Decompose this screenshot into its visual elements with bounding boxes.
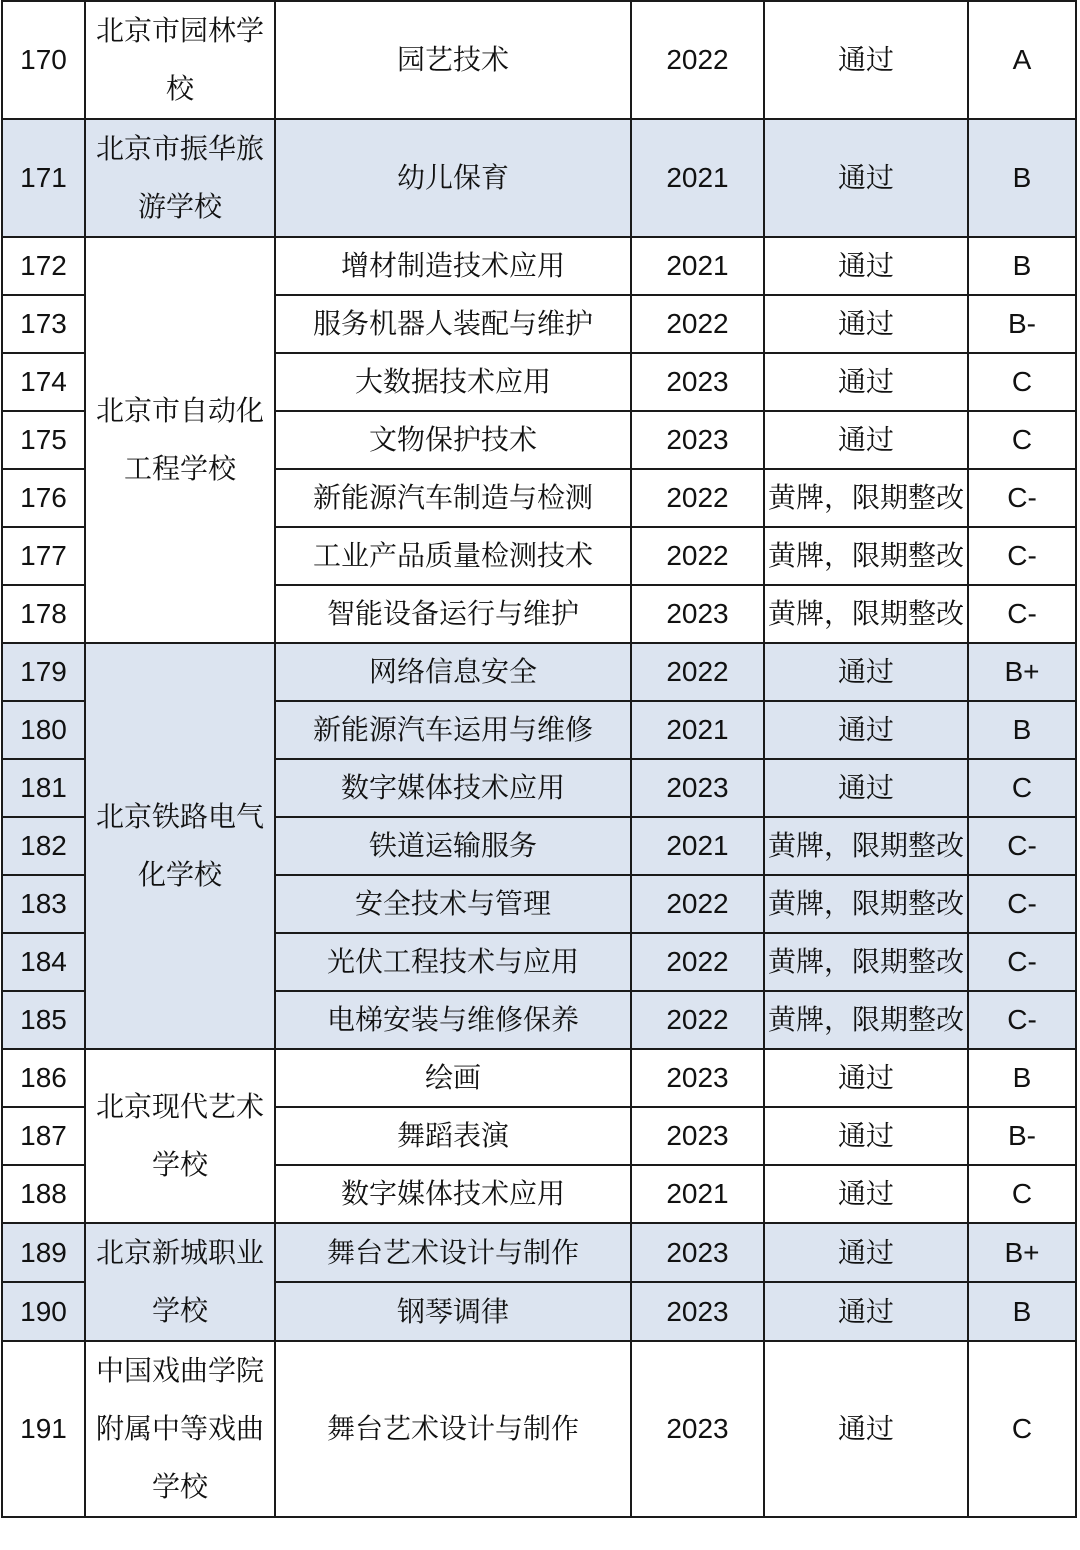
grade: B-: [968, 295, 1076, 353]
table-row: [2, 1341, 1076, 1517]
grade: C: [968, 759, 1076, 817]
result: 黄牌，限期整改: [764, 817, 968, 875]
year: 2023: [631, 1223, 764, 1282]
grade: C: [968, 1165, 1076, 1223]
row-number: 188: [2, 1165, 85, 1223]
major-name: 网络信息安全: [275, 643, 631, 701]
result: 通过: [764, 1107, 968, 1165]
school-name: 北京新城职业学校: [85, 1223, 275, 1341]
row-number: 187: [2, 1107, 85, 1165]
grade: C-: [968, 933, 1076, 991]
year: 2022: [631, 875, 764, 933]
grade: B: [968, 1282, 1076, 1341]
result: 黄牌，限期整改: [764, 469, 968, 527]
result: 通过: [764, 295, 968, 353]
row-number: 179: [2, 643, 85, 701]
result: 黄牌，限期整改: [764, 585, 968, 643]
table-row: [2, 643, 1076, 701]
grade: C: [968, 1341, 1076, 1517]
grade: C-: [968, 469, 1076, 527]
year: 2023: [631, 585, 764, 643]
table-row: [2, 1049, 1076, 1107]
result: 通过: [764, 1282, 968, 1341]
major-name: 舞蹈表演: [275, 1107, 631, 1165]
result: 通过: [764, 237, 968, 295]
row-number: 185: [2, 991, 85, 1049]
major-name: 新能源汽车运用与维修: [275, 701, 631, 759]
major-name: 铁道运输服务: [275, 817, 631, 875]
grade: C-: [968, 585, 1076, 643]
grade: B+: [968, 643, 1076, 701]
row-number: 180: [2, 701, 85, 759]
table-row: [2, 1223, 1076, 1282]
school-name: 北京市振华旅游学校: [85, 119, 275, 237]
major-name: 幼儿保育: [275, 119, 631, 237]
school-name: 北京市园林学校: [85, 1, 275, 119]
year: 2022: [631, 1, 764, 119]
result: 通过: [764, 1, 968, 119]
row-number: 173: [2, 295, 85, 353]
table-row: [2, 237, 1076, 295]
grade: B+: [968, 1223, 1076, 1282]
year: 2023: [631, 1049, 764, 1107]
major-name: 舞台艺术设计与制作: [275, 1341, 631, 1517]
school-name: 中国戏曲学院附属中等戏曲学校: [85, 1341, 275, 1517]
major-name: 安全技术与管理: [275, 875, 631, 933]
result: 通过: [764, 1049, 968, 1107]
year: 2023: [631, 411, 764, 469]
year: 2023: [631, 1282, 764, 1341]
year: 2021: [631, 1165, 764, 1223]
school-name: 北京铁路电气化学校: [85, 643, 275, 1049]
major-name: 数字媒体技术应用: [275, 759, 631, 817]
major-name: 新能源汽车制造与检测: [275, 469, 631, 527]
year: 2021: [631, 701, 764, 759]
year: 2021: [631, 119, 764, 237]
year: 2022: [631, 527, 764, 585]
result: 通过: [764, 701, 968, 759]
table-row: [2, 1, 1076, 119]
result: 通过: [764, 1165, 968, 1223]
grade: B: [968, 119, 1076, 237]
row-number: 170: [2, 1, 85, 119]
row-number: 186: [2, 1049, 85, 1107]
row-number: 175: [2, 411, 85, 469]
row-number: 172: [2, 237, 85, 295]
major-name: 园艺技术: [275, 1, 631, 119]
result: 黄牌，限期整改: [764, 875, 968, 933]
grade: A: [968, 1, 1076, 119]
row-number: 174: [2, 353, 85, 411]
major-name: 数字媒体技术应用: [275, 1165, 631, 1223]
result: 通过: [764, 643, 968, 701]
row-number: 177: [2, 527, 85, 585]
year: 2023: [631, 759, 764, 817]
row-number: 183: [2, 875, 85, 933]
grade: C-: [968, 817, 1076, 875]
grade: C-: [968, 527, 1076, 585]
school-name: 北京现代艺术学校: [85, 1049, 275, 1223]
row-number: 171: [2, 119, 85, 237]
major-name: 工业产品质量检测技术: [275, 527, 631, 585]
major-name: 绘画: [275, 1049, 631, 1107]
major-name: 服务机器人装配与维护: [275, 295, 631, 353]
grade: B: [968, 701, 1076, 759]
major-name: 增材制造技术应用: [275, 237, 631, 295]
year: 2022: [631, 295, 764, 353]
row-number: 178: [2, 585, 85, 643]
year: 2023: [631, 353, 764, 411]
result: 黄牌，限期整改: [764, 527, 968, 585]
result: 通过: [764, 1341, 968, 1517]
school-name: 北京市自动化工程学校: [85, 237, 275, 643]
result: 通过: [764, 759, 968, 817]
major-name: 光伏工程技术与应用: [275, 933, 631, 991]
year: 2022: [631, 933, 764, 991]
result: 通过: [764, 353, 968, 411]
major-name: 大数据技术应用: [275, 353, 631, 411]
grade: B: [968, 1049, 1076, 1107]
year: 2021: [631, 237, 764, 295]
row-number: 181: [2, 759, 85, 817]
result: 通过: [764, 1223, 968, 1282]
row-number: 176: [2, 469, 85, 527]
table-row: [2, 119, 1076, 237]
major-name: 智能设备运行与维护: [275, 585, 631, 643]
major-name: 电梯安装与维修保养: [275, 991, 631, 1049]
result: 黄牌，限期整改: [764, 991, 968, 1049]
year: 2023: [631, 1107, 764, 1165]
row-number: 190: [2, 1282, 85, 1341]
grade: B: [968, 237, 1076, 295]
result: 通过: [764, 119, 968, 237]
result: 黄牌，限期整改: [764, 933, 968, 991]
major-name: 钢琴调律: [275, 1282, 631, 1341]
grade: C: [968, 411, 1076, 469]
row-number: 182: [2, 817, 85, 875]
year: 2023: [631, 1341, 764, 1517]
grade: B-: [968, 1107, 1076, 1165]
year: 2022: [631, 469, 764, 527]
year: 2022: [631, 643, 764, 701]
result: 通过: [764, 411, 968, 469]
row-number: 191: [2, 1341, 85, 1517]
row-number: 184: [2, 933, 85, 991]
major-name: 文物保护技术: [275, 411, 631, 469]
grade: C-: [968, 991, 1076, 1049]
grade: C: [968, 353, 1076, 411]
row-number: 189: [2, 1223, 85, 1282]
year: 2022: [631, 991, 764, 1049]
major-name: 舞台艺术设计与制作: [275, 1223, 631, 1282]
year: 2021: [631, 817, 764, 875]
evaluation-table: [1, 0, 1077, 1518]
grade: C-: [968, 875, 1076, 933]
